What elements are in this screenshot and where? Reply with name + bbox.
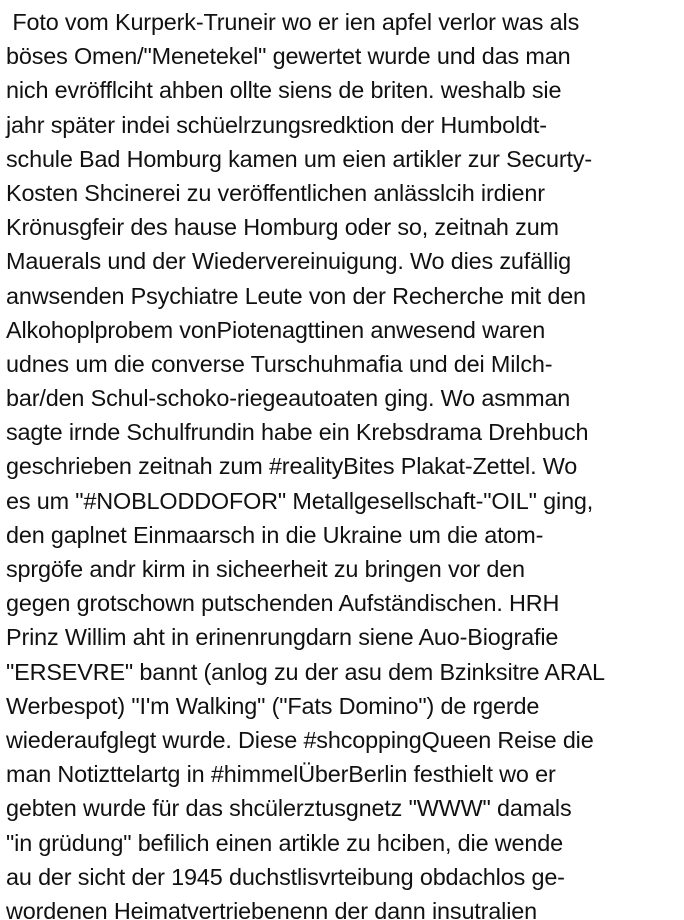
text-line: Alkohoplprobem vonPiotenagttinen anwesend waren: [6, 316, 546, 343]
text-line: böses Omen/"Menetekel" gewertet wurde und das man: [6, 43, 571, 70]
text-line: gebten wurde für das shcülerztusgnetz "WWW" damals: [6, 795, 572, 822]
text-line: au der sicht der 1945 duchstlisvrteibung obdachlos ge-: [6, 863, 565, 890]
text-line: anwsenden Psychiatre Leute von der Recherche mit den: [6, 282, 586, 309]
text-line: geschrieben zeitnah zum #realityBites Plakat-Zettel. Wo: [6, 453, 578, 480]
text-line: sagte irnde Schulfrundin habe ein Krebsdrama Drehbuch: [6, 419, 589, 446]
text-line: schule Bad Homburg kamen um eien artikler zur Securty-: [6, 145, 593, 172]
text-line: Werbespot) "I'm Walking" ("Fats Domino") de rgerde: [6, 692, 540, 719]
text-body: [6, 5, 682, 920]
text-line: Kosten Shcinerei zu veröffentlichen anlässlcih irdienr: [6, 179, 545, 206]
text-line: gegen grotschown putschenden Aufständischen. HRH: [6, 590, 560, 617]
text-line: "ERSEVRE" bannt (anlog zu der asu dem Bzinksitre ARAL: [6, 658, 605, 685]
text-line: den gaplnet Einmaarsch in die Ukraine um die atom-: [6, 521, 544, 548]
text-line: "in grüdung" befilich einen artikle zu hciben, die wende: [6, 829, 563, 856]
text-line: sprgöfe andr kirm in sicheerheit zu bringen vor den: [6, 556, 525, 582]
text-line: bar/den Schul-schoko-riegeautoaten ging. Wo asmman: [6, 385, 571, 412]
text-line: man Notizttelartg in #himmelÜberBerlin festhielt wo er: [6, 761, 556, 788]
text-line: udnes um die converse Turschuhmafia und dei Milch-: [6, 350, 553, 377]
text-line: jahr später indei schüelrzungsredktion der Humboldt-: [6, 111, 547, 138]
text-line: es um "#NOBLODDOFOR" Metallgesellschaft-"OIL" ging,: [6, 487, 594, 514]
text-line: nich evröfflciht ahben ollte siens de briten. weshalb sie: [6, 77, 562, 104]
text-line: Prinz Willim aht in erinenrungdarn siene Auo-Biografie: [6, 624, 559, 651]
text-line: wiederaufglegt wurde. Diese #shcoppingQueen Reise die: [6, 726, 594, 753]
text-line: Foto vom Kurperk-Truneir wo er ien apfel verlor was als: [6, 9, 580, 35]
text-line: wordenen Heimatvertriebenenn der dann insutralien: [6, 897, 537, 920]
text-line: Mauerals und der Wiedervereinuigung. Wo dies zufällig: [6, 248, 571, 275]
text-line: Krönusgfeir des hause Homburg oder so, zeitnah zum: [6, 214, 559, 241]
